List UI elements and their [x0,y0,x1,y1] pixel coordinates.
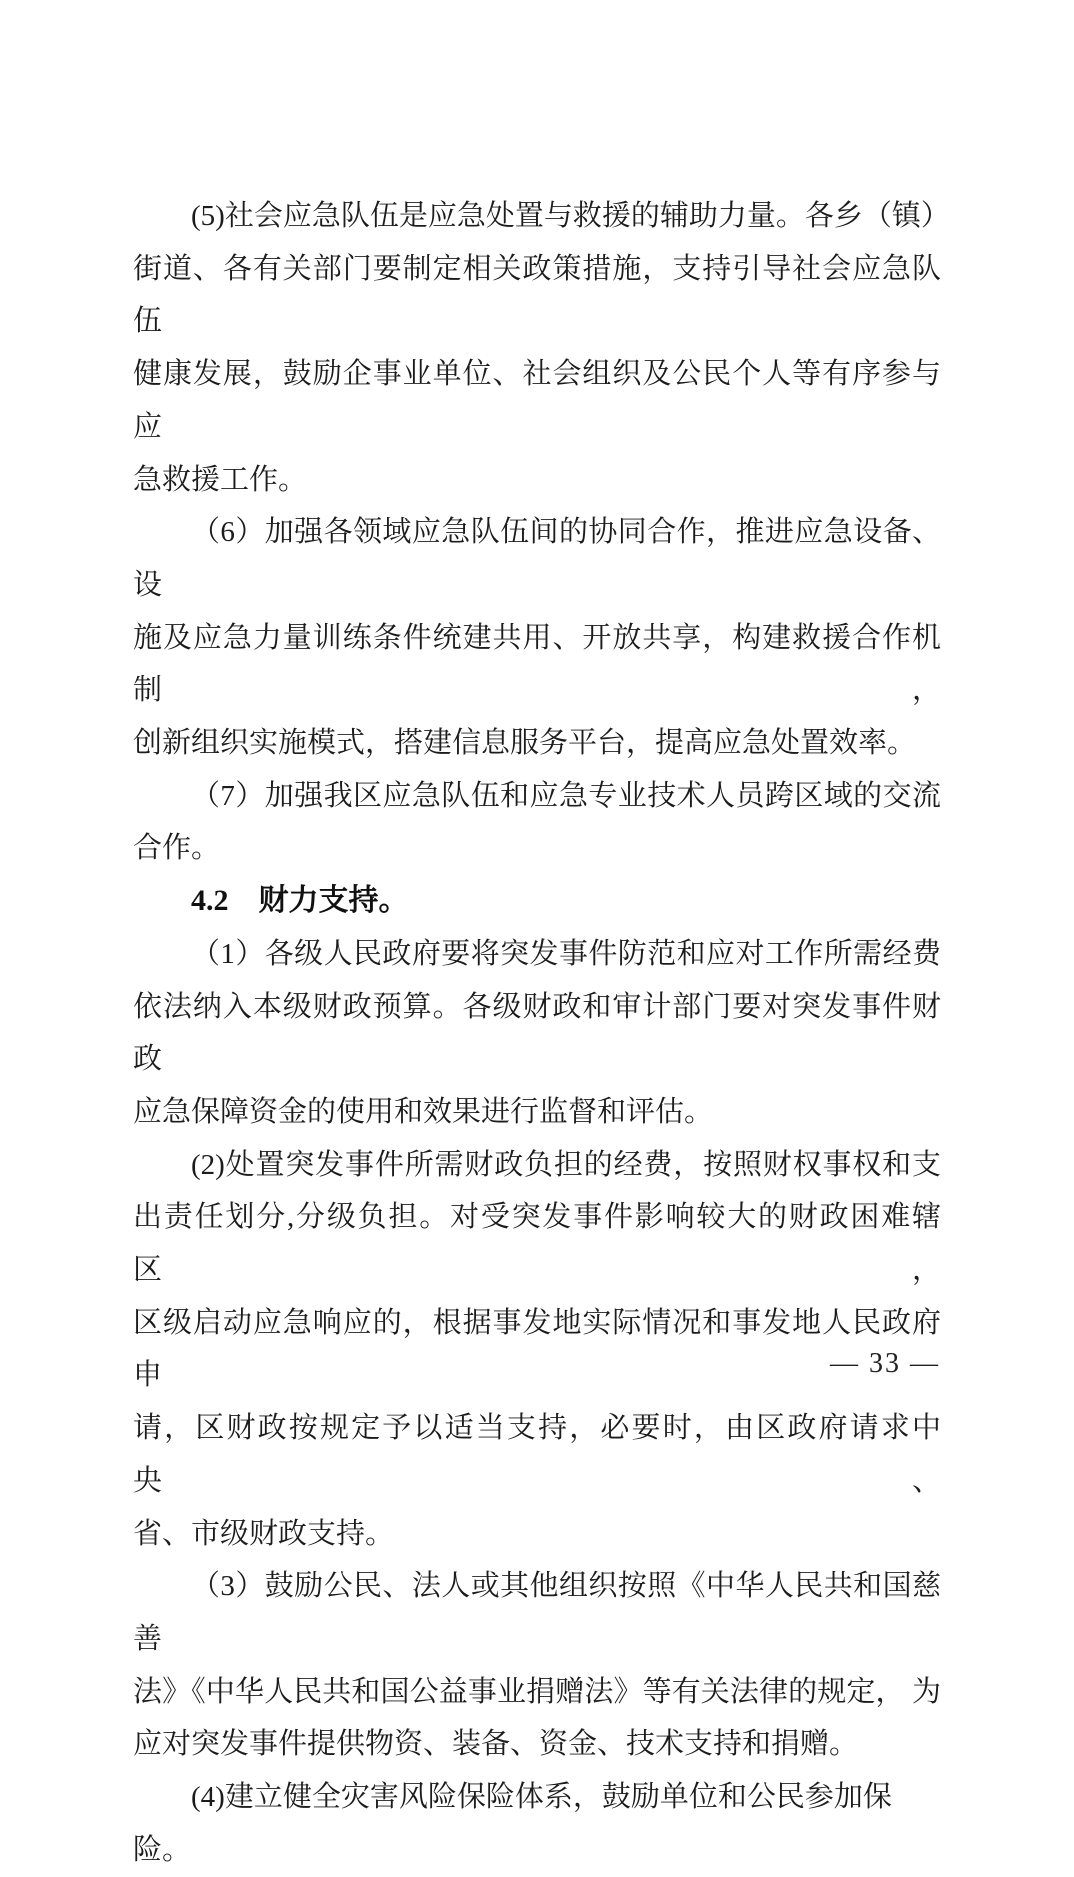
text-line: 应急保障资金的使用和效果进行监督和评估。 [133,1095,714,1128]
paragraph-item-7 [133,770,941,875]
paragraph-item-4 [133,1771,941,1876]
document-content [133,190,950,1877]
text-line: 急救援工作。 [133,463,308,496]
text-line: 法》《中华人民共和国公益事业捐赠法》等有关法律的规定， 为 [133,1675,941,1708]
paragraph-item-6 [133,506,941,770]
text-line: 施及应急力量训练条件统建共用、开放共享，构建救援合作机制， [133,621,941,707]
text-line: 街道、各有关部门要制定相关政策措施，支持引导社会应急队伍 [133,252,941,338]
text-line: （1）各级人民政府要将突发事件防范和应对工作所需经费 [191,937,941,970]
paragraph-item-2 [133,1139,949,1561]
paragraph-item-1 [133,928,941,1139]
text-line: (2)处置突发事件所需财政负担的经费，按照财权事权和支 [191,1148,941,1181]
paragraph-item-3 [133,1560,941,1771]
section-heading: 4.2 财力支持。 [191,884,409,918]
text-line: （7）加强我区应急队伍和应急专业技术人员跨区域的交流 [191,779,941,812]
text-line: 请，区财政按规定予以适当支持，必要时，由区政府请求中 央、 [133,1412,949,1497]
text-line: 依法纳入本级财政预算。各级财政和审计部门要对突发事件财政 [133,990,941,1076]
text-line: （3）鼓励公民、法人或其他组织按照《中华人民共和国慈善 [133,1570,941,1655]
text-line: (4)建立健全灾害风险保险体系，鼓励单位和公民参加保险。 [133,1781,892,1866]
text-line: 健康发展，鼓励企事业单位、社会组织及公民个人等有序参与应 [133,358,941,443]
text-line: 创新组织实施模式，搭建信息服务平台，提高应急处置效率。 [133,727,917,760]
page-number: — 33 — [830,1348,940,1379]
text-line: 区级启动应急响应的，根据事发地实际情况和事发地人民政府申 [133,1306,941,1392]
text-line: 出责任划分,分级负担。对受突发事件影响较大的财政困难辖 区， [133,1201,949,1287]
text-line: (5)社会应急队伍是应急处置与救援的辅助力量。各乡（镇） [191,200,950,232]
text-line: 合作。 [133,832,221,865]
text-line: 省、市级财政支持。 [133,1517,395,1550]
section-heading-4-2 [133,875,941,928]
text-line: （6）加强各领域应急队伍间的协同合作，推进应急设备、设 [133,516,941,601]
text-line: 应对突发事件提供物资、装备、资金、技术支持和捐赠。 [133,1728,859,1761]
paragraph-item-5 [133,190,950,506]
